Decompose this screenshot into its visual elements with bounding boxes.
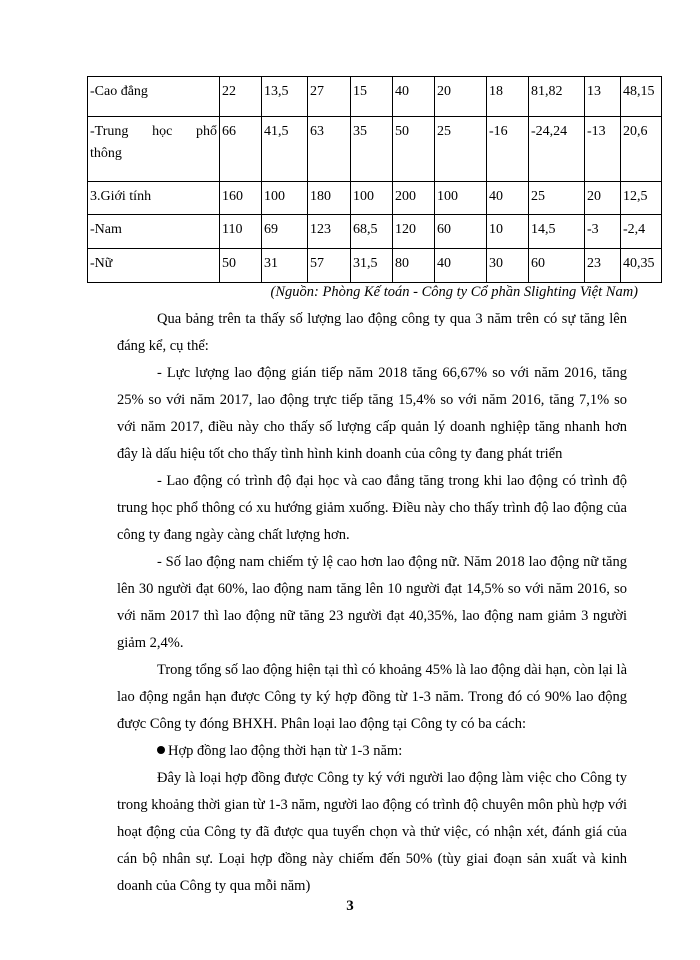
table-row <box>88 215 662 249</box>
table-cell: 40,35 <box>621 249 662 283</box>
table-cell: 14,5 <box>529 215 585 249</box>
table-cell: 15 <box>351 77 393 117</box>
table-cell: 20 <box>585 182 621 215</box>
row-label-line: thông <box>90 146 122 161</box>
table-cell: 40 <box>435 249 487 283</box>
table-cell: -2,4 <box>621 215 662 249</box>
table-cell: 20,6 <box>621 117 662 182</box>
table-cell: 35 <box>351 117 393 182</box>
table-cell: 100 <box>351 182 393 215</box>
table-body <box>88 77 662 283</box>
table-row <box>88 249 662 283</box>
table-cell: 60 <box>435 215 487 249</box>
table-cell: 60 <box>529 249 585 283</box>
table-cell: -3 <box>585 215 621 249</box>
table-cell: 30 <box>487 249 529 283</box>
table-cell: 40 <box>487 182 529 215</box>
row-label <box>88 117 220 182</box>
page-number: 3 <box>346 898 354 914</box>
row-label: -Nữ <box>88 249 220 283</box>
table-cell: 25 <box>529 182 585 215</box>
table-source-note: (Nguồn: Phòng Kế toán - Công ty Cổ phần Slighting Việt Nam) <box>270 284 638 300</box>
table-cell: 31,5 <box>351 249 393 283</box>
table-cell: 13,5 <box>262 77 308 117</box>
table-cell: 160 <box>220 182 262 215</box>
bullet-text: Hợp đồng lao động thời hạn từ 1-3 năm: <box>168 743 403 759</box>
table-cell: 27 <box>308 77 351 117</box>
table-cell: 120 <box>393 215 435 249</box>
table-cell: 31 <box>262 249 308 283</box>
table-cell: 48,15 <box>621 77 662 117</box>
table-cell: 81,82 <box>529 77 585 117</box>
row-label: -Nam <box>88 215 220 249</box>
paragraph: Qua bảng trên ta thấy số lượng lao động công ty qua 3 năm trên có sự tăng lên đáng kể, cụ thể: <box>117 311 627 354</box>
table-row <box>88 117 662 182</box>
table-cell: 25 <box>435 117 487 182</box>
table-cell: -13 <box>585 117 621 182</box>
paragraph: Trong tổng số lao động hiện tại thì có khoảng 45% là lao động dài hạn, còn lại là lao động ngắn hạn được Công ty ký hợp đồng từ 1-3 năm. Trong đó có 90% lao động được Công ty đóng BHXH. Phân loại lao động tại Công ty có ba cách: <box>117 662 627 732</box>
table-cell: 100 <box>262 182 308 215</box>
table-cell: 18 <box>487 77 529 117</box>
paragraph: Đây là loại hợp đồng được Công ty ký với người lao động làm việc cho Công ty trong khoảng thời gian từ 1-3 năm, người lao động có trình độ chuyên môn phù hợp với hoạt động của Công ty đã được qua tuyển chọn và thử việc, có nhận xét, đánh giá của cán bộ nhân sự. Loại hợp đồng này chiếm đến 50% (tùy giai đoạn sản xuất và kinh doanh của Công ty qua mỗi năm) <box>117 770 627 894</box>
table-cell: -16 <box>487 117 529 182</box>
table-cell: 13 <box>585 77 621 117</box>
table-row <box>88 77 662 117</box>
table-cell: 180 <box>308 182 351 215</box>
body-text <box>117 306 627 900</box>
row-label: -Cao đẳng <box>88 77 220 117</box>
bullet-icon <box>157 746 165 754</box>
paragraph: - Lao động có trình độ đại học và cao đẳng tăng trong khi lao động có trình độ trung học phổ thông có xu hướng giảm xuống. Điều này cho thấy trình độ lao động của công ty đang ngày càng chất lượng hơn. <box>117 473 627 543</box>
table-row <box>88 182 662 215</box>
table-cell: 57 <box>308 249 351 283</box>
table-cell: 66 <box>220 117 262 182</box>
table-cell: 68,5 <box>351 215 393 249</box>
table-cell: -24,24 <box>529 117 585 182</box>
row-label: 3.Giới tính <box>88 182 220 215</box>
table-cell: 123 <box>308 215 351 249</box>
labor-table <box>87 76 662 283</box>
table-cell: 12,5 <box>621 182 662 215</box>
table-cell: 50 <box>220 249 262 283</box>
row-label-line: -Trung học phổ <box>90 124 217 139</box>
table-cell: 20 <box>435 77 487 117</box>
table-cell: 100 <box>435 182 487 215</box>
table-cell: 10 <box>487 215 529 249</box>
paragraph: - Số lao động nam chiếm tỷ lệ cao hơn lao động nữ. Năm 2018 lao động nữ tăng lên 30 người đạt 60%, lao động nam tăng lên 10 người đạt 14,5% so với năm 2016, so với năm 2017 thì lao động nữ tăng 23 người đạt 40,35%, lao động nam giảm 3 người giảm 2,4%. <box>117 554 627 651</box>
table-cell: 200 <box>393 182 435 215</box>
table-cell: 50 <box>393 117 435 182</box>
table-cell: 80 <box>393 249 435 283</box>
table-cell: 69 <box>262 215 308 249</box>
table-cell: 63 <box>308 117 351 182</box>
table-cell: 40 <box>393 77 435 117</box>
bullet-item <box>117 738 627 765</box>
table-cell: 110 <box>220 215 262 249</box>
table-cell: 22 <box>220 77 262 117</box>
table-cell: 23 <box>585 249 621 283</box>
table-cell: 41,5 <box>262 117 308 182</box>
paragraph: - Lực lượng lao động gián tiếp năm 2018 tăng 66,67% so với năm 2016, tăng 25% so với năm 2017, lao động trực tiếp tăng 15,4% so với năm 2016, tăng 7,1% so với năm 2017, điều này cho thấy số lượng cấp quản lý doanh nghiệp tăng nhanh hơn đây là dấu hiệu tốt cho thấy tình hình kinh doanh của công ty đang phát triển <box>117 365 627 462</box>
